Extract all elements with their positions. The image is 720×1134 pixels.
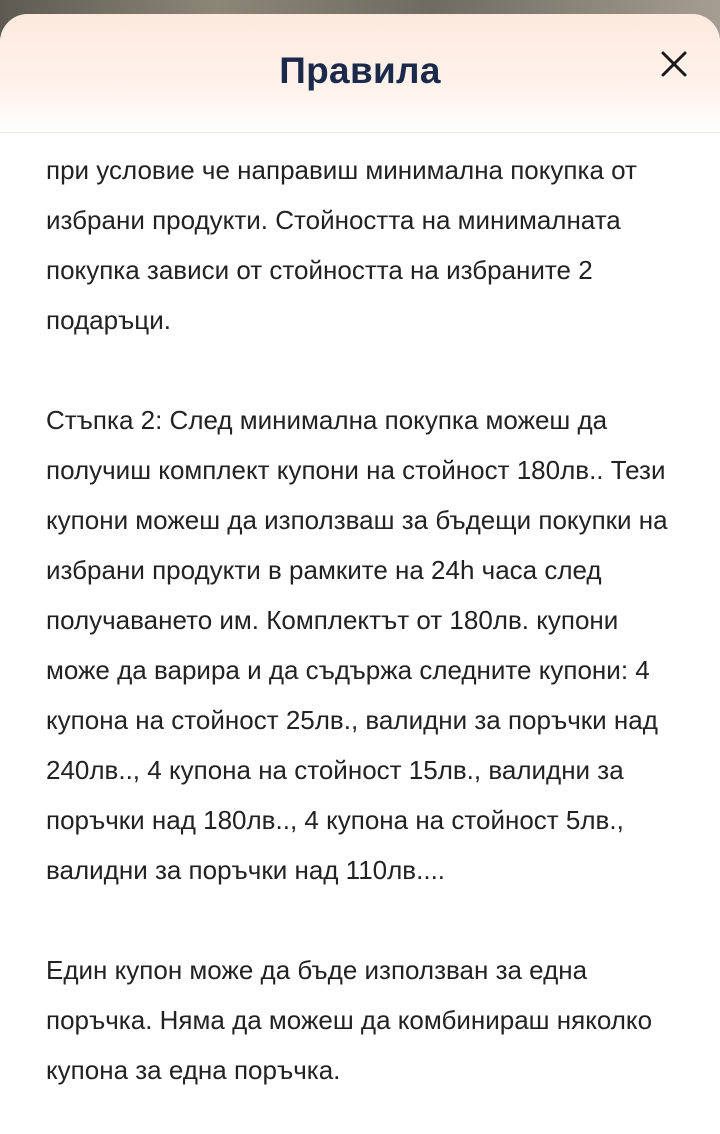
close-icon xyxy=(658,48,690,80)
rules-paragraph: Стъпка 2: След минимална покупка можеш да получиш комплект купони на стойност 180лв.. Тези купони можеш да използваш за бъдещи покупки на избрани продукти в рамките на 24h часа след получаването им. Комплектът от 180лв. купони може да варира и да съдържа следните купони: 4 купона на стойност 25лв., валидни за поръчки над 240лв.., 4 купона на стойност 15лв., валидни за поръчки над 180лв.., 4 купона на стойност 5лв., валидни за поръчки над 110лв.... xyxy=(46,405,668,885)
rules-paragraph: при условие че направиш минимална покупка от избрани продукти. Стойността на минималната покупка зависи от стойността на избраните 2 подаръци. xyxy=(46,155,637,335)
rules-paragraph: Един купон може да бъде използван за една поръчка. Няма да можеш да комбинираш няколко купона за една поръчка. xyxy=(46,955,653,1085)
dialog-header xyxy=(0,14,720,133)
dialog-title: Правила xyxy=(279,50,441,91)
rules-content xyxy=(0,133,720,1095)
rules-dialog xyxy=(0,14,720,1134)
close-button[interactable] xyxy=(658,48,690,80)
